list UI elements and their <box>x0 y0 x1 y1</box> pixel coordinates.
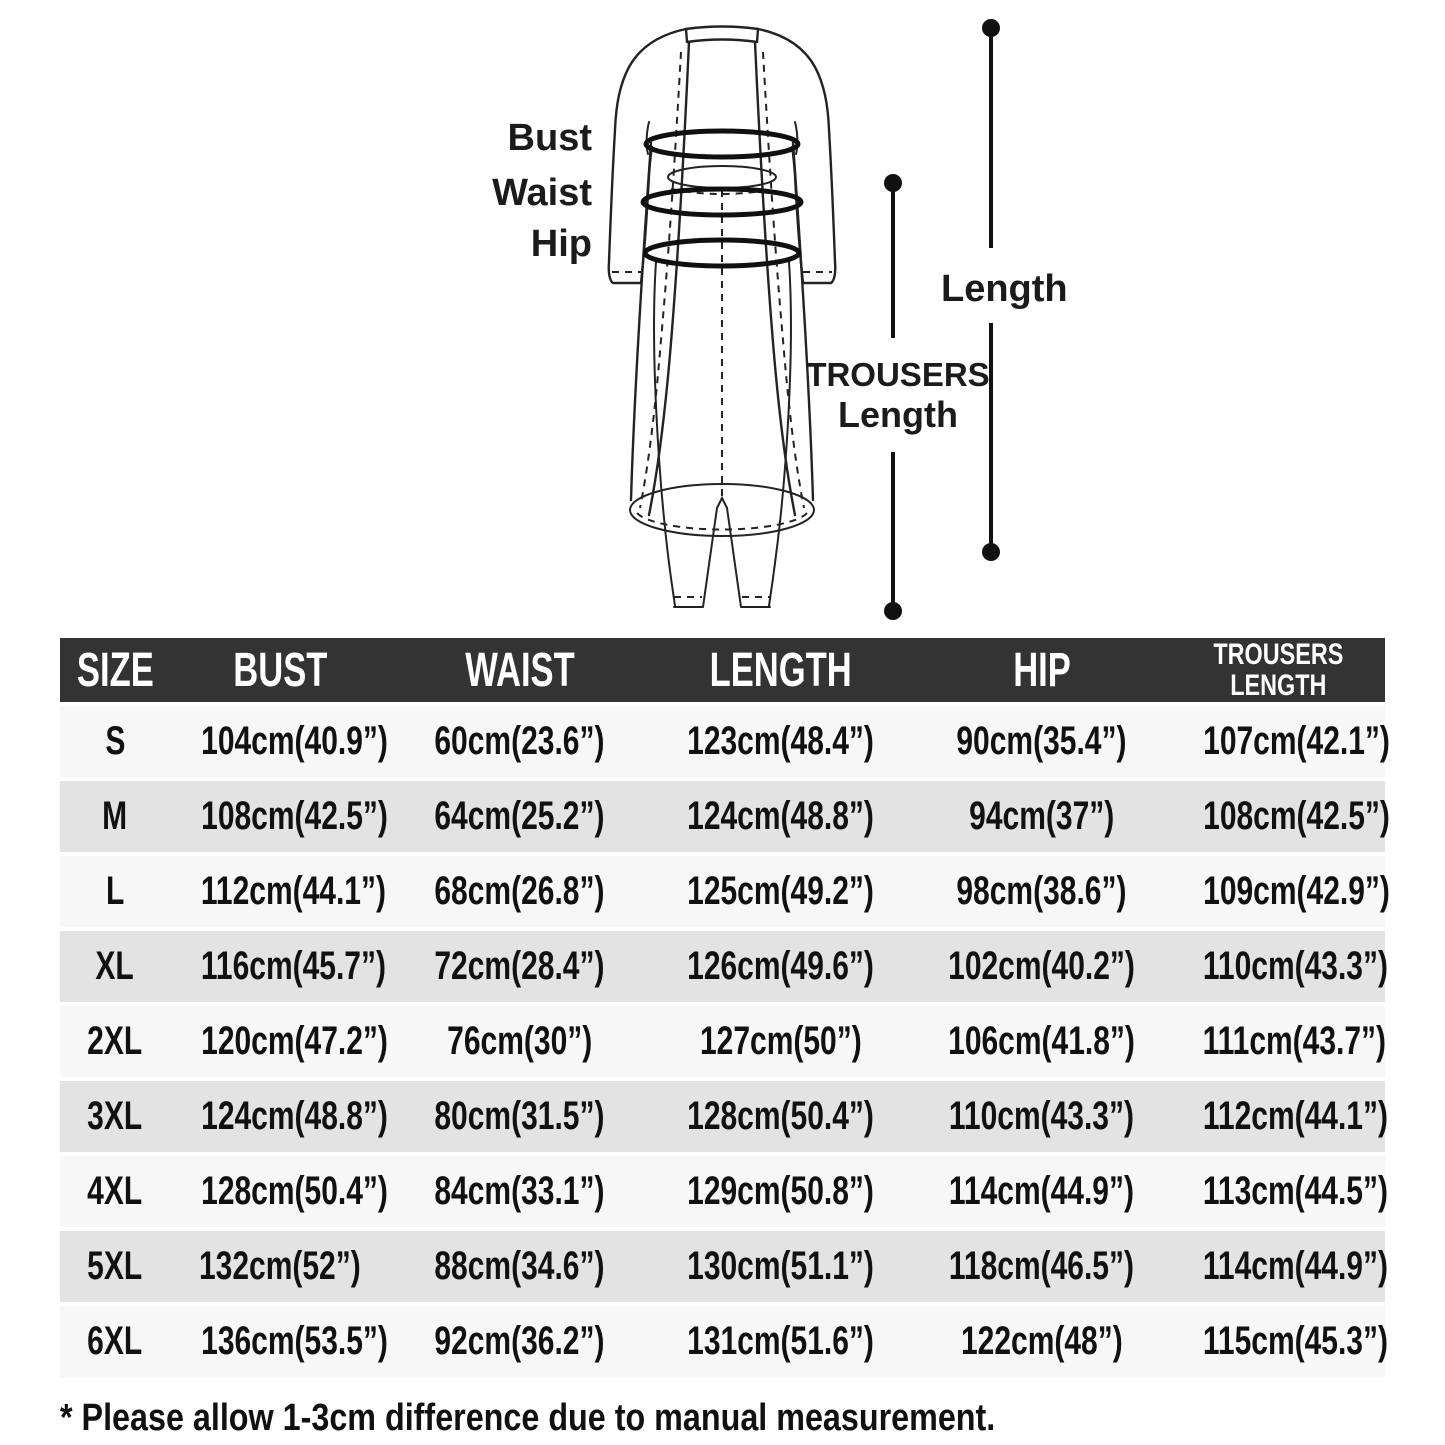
length-cell: 128cm(50.4”) <box>650 1081 912 1152</box>
hip-cell: 118cm(46.5”) <box>912 1231 1172 1302</box>
bust-cell: 104cm(40.9”) <box>170 706 390 777</box>
waist-cell: 84cm(33.1”) <box>390 1156 650 1227</box>
column-header-hip: HIP <box>912 638 1172 702</box>
waist-cell: 60cm(23.6”) <box>390 706 650 777</box>
size-cell: L <box>60 856 170 927</box>
size-table <box>60 634 1390 1381</box>
length-cell: 127cm(50”) <box>650 1006 912 1077</box>
waist-cell: 76cm(30”) <box>390 1006 650 1077</box>
size-cell: S <box>60 706 170 777</box>
waist-cell: 68cm(26.8”) <box>390 856 650 927</box>
trousers-length-cell: 114cm(44.9”) <box>1172 1231 1385 1302</box>
hip-label: Hip <box>530 223 592 265</box>
size-cell: 4XL <box>60 1156 170 1227</box>
table-row-3xl <box>60 1081 1385 1152</box>
trousers-length-cell: 111cm(43.7”) <box>1172 1006 1385 1077</box>
length-cell: 123cm(48.4”) <box>650 706 912 777</box>
length-label: Length <box>941 268 1068 310</box>
bust-cell: 128cm(50.4”) <box>170 1156 390 1227</box>
trousers-length-cell: 112cm(44.1”) <box>1172 1081 1385 1152</box>
bust-cell: 116cm(45.7”) <box>170 931 390 1002</box>
waist-cell: 80cm(31.5”) <box>390 1081 650 1152</box>
trousers-length-cell: 110cm(43.3”) <box>1172 931 1385 1002</box>
waist-cell: 64cm(25.2”) <box>390 781 650 852</box>
trousers-label-line2: Length <box>838 394 958 435</box>
size-cell: 5XL <box>60 1231 170 1302</box>
waist-cell: 92cm(36.2”) <box>390 1306 650 1377</box>
table-row-xl <box>60 931 1385 1002</box>
size-cell: M <box>60 781 170 852</box>
table-row-6xl <box>60 1306 1385 1377</box>
trousers-length-label <box>758 355 1038 435</box>
length-cell: 129cm(50.8”) <box>650 1156 912 1227</box>
trousers-length-cell: 108cm(42.5”) <box>1172 781 1385 852</box>
trousers-length-cell: 113cm(44.5”) <box>1172 1156 1385 1227</box>
table-row-2xl <box>60 1006 1385 1077</box>
hip-cell: 98cm(38.6”) <box>912 856 1172 927</box>
hip-cell: 90cm(35.4”) <box>912 706 1172 777</box>
waist-cell: 72cm(28.4”) <box>390 931 650 1002</box>
bust-cell: 108cm(42.5”) <box>170 781 390 852</box>
length-cell: 126cm(49.6”) <box>650 931 912 1002</box>
garment-line-art-icon <box>0 0 1445 634</box>
column-header-size: SIZE <box>60 638 170 702</box>
length-cell: 130cm(51.1”) <box>650 1231 912 1302</box>
column-header-waist: WAIST <box>390 638 650 702</box>
column-header-bust: BUST <box>170 638 390 702</box>
waist-cell: 88cm(34.6”) <box>390 1231 650 1302</box>
length-cell: 131cm(51.6”) <box>650 1306 912 1377</box>
hip-cell: 110cm(43.3”) <box>912 1081 1172 1152</box>
measurement-footnote: * Please allow 1-3cm difference due to manual measurement. <box>60 1397 996 1439</box>
bust-cell: 120cm(47.2”) <box>170 1006 390 1077</box>
size-cell: 3XL <box>60 1081 170 1152</box>
trousers-label-line1: TROUSERS <box>806 356 990 393</box>
length-cell: 125cm(49.2”) <box>650 856 912 927</box>
header-row <box>60 638 1385 702</box>
bust-cell: 132cm(52”) <box>170 1231 390 1302</box>
column-header-trousers-length: TROUSERS LENGTH <box>1172 638 1385 702</box>
size-cell: XL <box>60 931 170 1002</box>
measurement-diagram <box>0 0 1445 634</box>
table-row-5xl <box>60 1231 1385 1302</box>
size-cell: 6XL <box>60 1306 170 1377</box>
table-row-m <box>60 781 1385 852</box>
trousers-length-cell: 109cm(42.9”) <box>1172 856 1385 927</box>
hip-cell: 94cm(37”) <box>912 781 1172 852</box>
trousers-length-cell: 107cm(42.1”) <box>1172 706 1385 777</box>
waist-label: Waist <box>492 172 592 214</box>
hip-cell: 122cm(48”) <box>912 1306 1172 1377</box>
hip-cell: 102cm(40.2”) <box>912 931 1172 1002</box>
table-row-4xl <box>60 1156 1385 1227</box>
bust-label: Bust <box>507 117 592 159</box>
trousers-length-cell: 115cm(45.3”) <box>1172 1306 1385 1377</box>
bust-cell: 136cm(53.5”) <box>170 1306 390 1377</box>
bust-ellipse <box>646 131 798 157</box>
table-row-s <box>60 706 1385 777</box>
bust-cell: 124cm(48.8”) <box>170 1081 390 1152</box>
table-row-l <box>60 856 1385 927</box>
hip-cell: 114cm(44.9”) <box>912 1156 1172 1227</box>
hip-cell: 106cm(41.8”) <box>912 1006 1172 1077</box>
size-cell: 2XL <box>60 1006 170 1077</box>
length-cell: 124cm(48.8”) <box>650 781 912 852</box>
column-header-length: LENGTH <box>650 638 912 702</box>
bust-cell: 112cm(44.1”) <box>170 856 390 927</box>
